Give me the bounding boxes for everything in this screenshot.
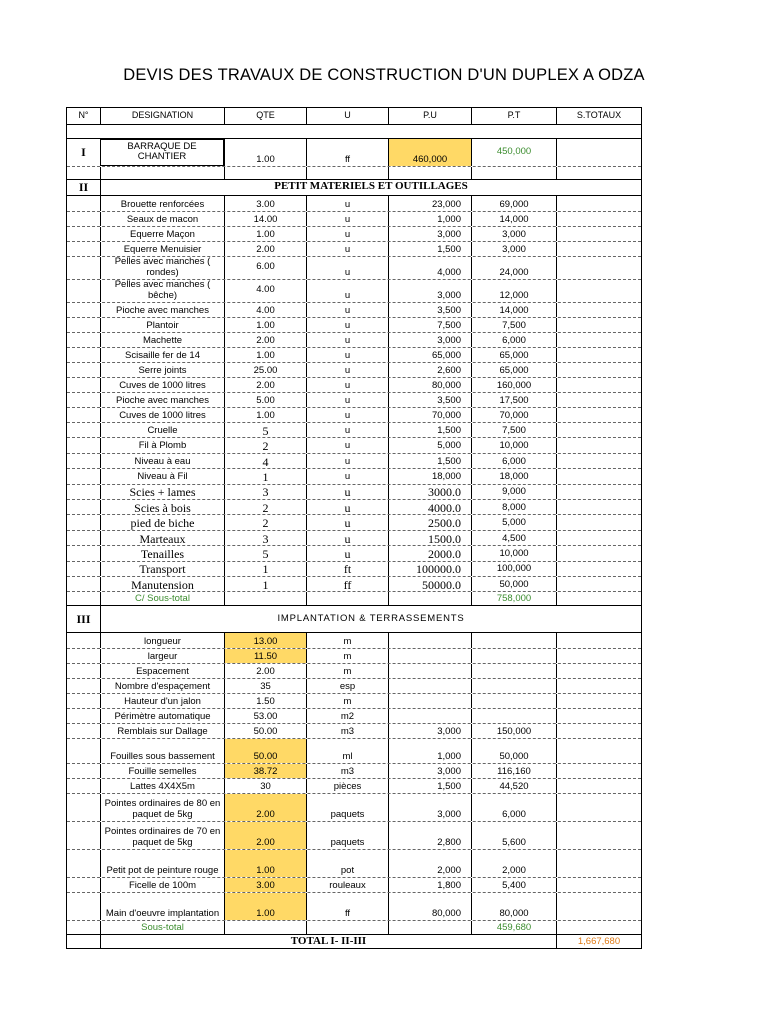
item-pu — [388, 709, 471, 723]
table-row — [67, 317, 641, 332]
table-row — [67, 407, 641, 422]
header-unit: U — [306, 108, 388, 124]
item-pu: 1,500 — [388, 242, 471, 256]
item-qte: 14.00 — [224, 212, 306, 226]
item-unit: u — [306, 363, 388, 377]
table-row — [67, 877, 641, 892]
item-designation: Remblais sur Dallage — [100, 724, 224, 738]
section-1-row — [67, 138, 641, 166]
item-designation: Machette — [100, 333, 224, 347]
item-pu: 1500.0 — [388, 531, 471, 545]
item-pu: 2,600 — [388, 363, 471, 377]
table-row — [67, 545, 641, 560]
section-1-qte: 1.00 — [224, 139, 306, 166]
item-unit: m — [306, 649, 388, 663]
item-designation: largeur — [100, 649, 224, 663]
table-row — [67, 437, 641, 452]
item-unit: u — [306, 515, 388, 529]
item-unit: u — [306, 546, 388, 560]
item-qte: 5 — [224, 546, 306, 560]
table-row — [67, 778, 641, 793]
item-pt — [471, 633, 556, 648]
header-designation: DESIGNATION — [100, 108, 224, 124]
item-designation: Pelles avec manches ( bêche) — [100, 280, 224, 302]
item-pt: 5,000 — [471, 515, 556, 529]
item-pu: 3,000 — [388, 794, 471, 821]
item-designation: Pioche avec manches — [100, 303, 224, 317]
item-qte: 6.00 — [224, 257, 306, 279]
item-designation: Main d'oeuvre implantation — [100, 893, 224, 920]
item-pu: 3,000 — [388, 724, 471, 738]
item-pu: 3,500 — [388, 393, 471, 407]
item-unit: paquets — [306, 794, 388, 821]
item-pt: 50,000 — [471, 739, 556, 763]
item-designation: Scisaille fer de 14 — [100, 348, 224, 362]
item-pu: 2,000 — [388, 850, 471, 877]
table-row — [67, 302, 641, 317]
item-unit: pot — [306, 850, 388, 877]
table-row — [67, 347, 641, 362]
item-pu: 50000.0 — [388, 577, 471, 591]
item-qte: 25.00 — [224, 363, 306, 377]
table-row — [67, 530, 641, 545]
item-designation: Niveau à eau — [100, 454, 224, 468]
item-qte: 5 — [224, 423, 306, 437]
item-pu: 3,000 — [388, 333, 471, 347]
item-pt: 44,520 — [471, 779, 556, 793]
item-qte: 50.00 — [224, 724, 306, 738]
item-pt: 6,000 — [471, 794, 556, 821]
item-designation: Pelles avec manches ( rondes) — [100, 257, 224, 279]
header-num: N° — [78, 110, 89, 121]
item-unit: u — [306, 196, 388, 211]
item-pu: 80,000 — [388, 378, 471, 392]
spacer-row — [67, 166, 641, 179]
section-1-pu: 460,000 — [388, 139, 471, 166]
item-unit: u — [306, 531, 388, 545]
header-subtotals: S.TOTAUX — [556, 108, 641, 124]
item-pu: 65,000 — [388, 348, 471, 362]
item-pt: 5,400 — [471, 878, 556, 892]
item-unit: u — [306, 408, 388, 422]
item-unit: u — [306, 393, 388, 407]
item-pu: 4000.0 — [388, 500, 471, 514]
item-designation: Périmètre automatique — [100, 709, 224, 723]
item-pu — [388, 633, 471, 648]
table-row — [67, 821, 641, 849]
item-designation: Lattes 4X4X5m — [100, 779, 224, 793]
item-pt: 12,000 — [471, 280, 556, 302]
table-row — [67, 663, 641, 678]
item-pt: 10,000 — [471, 438, 556, 452]
table-row — [67, 723, 641, 738]
table-row — [67, 377, 641, 392]
item-pt: 2,000 — [471, 850, 556, 877]
item-pt — [471, 694, 556, 708]
item-pt: 10,000 — [471, 546, 556, 560]
item-qte: 4.00 — [224, 303, 306, 317]
item-pt: 5,600 — [471, 822, 556, 849]
item-pt: 17,500 — [471, 393, 556, 407]
section-3-subtotal-label: Sous-total — [100, 921, 224, 934]
item-qte: 2.00 — [224, 378, 306, 392]
item-pu — [388, 664, 471, 678]
item-designation: longueur — [100, 633, 224, 648]
item-unit: u — [306, 485, 388, 499]
item-pu: 3,500 — [388, 303, 471, 317]
grand-total: 1,667,680 — [556, 935, 641, 948]
item-unit: m — [306, 694, 388, 708]
item-qte: 3.00 — [224, 878, 306, 892]
document-title: DEVIS DES TRAVAUX DE CONSTRUCTION D'UN DUPLEX A ODZA — [123, 66, 645, 84]
item-qte: 1.00 — [224, 893, 306, 920]
item-designation: Hauteur d'un jalon — [100, 694, 224, 708]
section-3-title: IMPLANTATION & TERRASSEMENTS — [100, 606, 641, 632]
item-qte: 3.00 — [224, 196, 306, 211]
item-pt: 14,000 — [471, 303, 556, 317]
section-1-designation: BARRAQUE DE CHANTIER — [100, 139, 224, 166]
item-qte: 3 — [224, 531, 306, 545]
item-qte: 11.50 — [224, 649, 306, 663]
table-row — [67, 453, 641, 468]
item-qte: 1 — [224, 577, 306, 591]
section-2-title: PETIT MATERIELS ET OUTILLAGES — [100, 180, 641, 195]
item-unit: u — [306, 469, 388, 483]
item-designation: Scies + lames — [100, 485, 224, 499]
item-designation: Brouette renforcées — [100, 196, 224, 211]
item-qte: 1.00 — [224, 408, 306, 422]
item-pt: 160,000 — [471, 378, 556, 392]
section-2-subtotal-row — [67, 591, 641, 605]
item-qte: 1 — [224, 562, 306, 576]
section-2-subtotal: 758,000 — [471, 592, 556, 605]
item-pu — [388, 694, 471, 708]
header-qte: QTE — [224, 108, 306, 124]
item-designation: Equerre Menuisier — [100, 242, 224, 256]
item-pt: 24,000 — [471, 257, 556, 279]
item-pu: 70,000 — [388, 408, 471, 422]
item-pt: 3,000 — [471, 242, 556, 256]
table-row — [67, 196, 641, 211]
table-row — [67, 256, 641, 279]
item-pu: 1,000 — [388, 739, 471, 763]
item-unit: ft — [306, 562, 388, 576]
item-unit: u — [306, 242, 388, 256]
table-row — [67, 241, 641, 256]
item-designation: Marteaux — [100, 531, 224, 545]
item-pt — [471, 709, 556, 723]
item-pt: 100,000 — [471, 562, 556, 576]
item-designation: Fouilles sous bassement — [100, 739, 224, 763]
section-2-subtotal-label: C/ Sous-total — [100, 592, 224, 605]
item-designation: Seaux de macon — [100, 212, 224, 226]
item-unit: m3 — [306, 724, 388, 738]
item-pt: 65,000 — [471, 363, 556, 377]
item-qte: 2.00 — [224, 794, 306, 821]
item-qte: 1 — [224, 469, 306, 483]
item-unit: esp — [306, 679, 388, 693]
item-pu: 7,500 — [388, 318, 471, 332]
table-row — [67, 633, 641, 648]
item-pt: 4,500 — [471, 531, 556, 545]
table-row — [67, 763, 641, 778]
section-1-pt: 450,000 — [471, 139, 556, 166]
item-unit: u — [306, 227, 388, 241]
table-row — [67, 211, 641, 226]
item-qte: 53.00 — [224, 709, 306, 723]
table-row — [67, 226, 641, 241]
item-qte: 2 — [224, 438, 306, 452]
total-row — [67, 934, 641, 948]
table-row — [67, 849, 641, 877]
item-designation: Pointes ordinaires de 70 en paquet de 5kg — [100, 822, 224, 849]
item-designation: Petit pot de peinture rouge — [100, 850, 224, 877]
item-pu: 23,000 — [388, 196, 471, 211]
item-pt: 80,000 — [471, 893, 556, 920]
item-unit: ff — [306, 577, 388, 591]
item-pt: 9,000 — [471, 485, 556, 499]
table-row — [67, 392, 641, 407]
item-pt: 8,000 — [471, 500, 556, 514]
item-pt — [471, 679, 556, 693]
item-pu: 2,800 — [388, 822, 471, 849]
item-pt: 70,000 — [471, 408, 556, 422]
item-designation: Scies à bois — [100, 500, 224, 514]
item-pu: 1,000 — [388, 212, 471, 226]
item-unit: rouleaux — [306, 878, 388, 892]
section-3-subtotal-row — [67, 920, 641, 934]
table-row — [67, 422, 641, 437]
item-pt: 69,000 — [471, 196, 556, 211]
item-pu: 2500.0 — [388, 515, 471, 529]
item-pu: 3,000 — [388, 227, 471, 241]
item-qte: 1.00 — [224, 318, 306, 332]
section-3-header — [67, 605, 641, 632]
item-designation: Plantoir — [100, 318, 224, 332]
item-qte: 3 — [224, 485, 306, 499]
item-pu: 4,000 — [388, 257, 471, 279]
item-unit: u — [306, 212, 388, 226]
item-designation: pied de biche — [100, 515, 224, 529]
item-pt: 7,500 — [471, 318, 556, 332]
item-unit: u — [306, 378, 388, 392]
item-pt: 6,000 — [471, 333, 556, 347]
spacer-row — [67, 124, 641, 138]
table-row — [67, 484, 641, 499]
header-pu: P.U — [388, 108, 471, 124]
item-unit: u — [306, 333, 388, 347]
section-2-number: II — [78, 180, 89, 194]
item-pu: 1,800 — [388, 878, 471, 892]
table-row — [67, 576, 641, 591]
item-qte: 4 — [224, 454, 306, 468]
item-unit: m2 — [306, 709, 388, 723]
item-designation: Pioche avec manches — [100, 393, 224, 407]
item-pu: 1,500 — [388, 454, 471, 468]
item-designation: Fouille semelles — [100, 764, 224, 778]
item-pt: 65,000 — [471, 348, 556, 362]
item-designation: Cruelle — [100, 423, 224, 437]
item-unit: m3 — [306, 764, 388, 778]
item-pu: 3,000 — [388, 280, 471, 302]
table-row — [67, 693, 641, 708]
item-qte: 2.00 — [224, 333, 306, 347]
item-pt: 14,000 — [471, 212, 556, 226]
item-qte: 13.00 — [224, 633, 306, 648]
item-pu — [388, 649, 471, 663]
item-pt: 6,000 — [471, 454, 556, 468]
item-qte: 4.00 — [224, 280, 306, 302]
total-label: TOTAL I- II-III — [100, 935, 556, 948]
item-qte: 2.00 — [224, 822, 306, 849]
item-pu: 5,000 — [388, 438, 471, 452]
item-unit: m — [306, 633, 388, 648]
table-row — [67, 279, 641, 302]
item-unit: u — [306, 438, 388, 452]
item-designation: Fil à Plomb — [100, 438, 224, 452]
table-row — [67, 793, 641, 821]
item-unit: ff — [306, 893, 388, 920]
item-designation: Niveau à Fil — [100, 469, 224, 483]
item-unit: u — [306, 454, 388, 468]
item-qte: 2.00 — [224, 664, 306, 678]
item-unit: u — [306, 423, 388, 437]
table-header-row — [67, 108, 641, 124]
section-1-unit: ff — [306, 139, 388, 166]
item-unit: m — [306, 664, 388, 678]
section-2-body — [67, 196, 641, 591]
table-row — [67, 362, 641, 377]
table-row — [67, 514, 641, 529]
item-qte: 50.00 — [224, 739, 306, 763]
item-qte: 1.00 — [224, 227, 306, 241]
section-3-body — [67, 633, 641, 920]
item-designation: Equerre Maçon — [100, 227, 224, 241]
item-pu: 1,500 — [388, 779, 471, 793]
item-designation: Espacement — [100, 664, 224, 678]
item-qte: 1.00 — [224, 348, 306, 362]
section-3-number: III — [76, 611, 91, 626]
item-pt — [471, 664, 556, 678]
quote-table — [66, 107, 642, 949]
item-designation: Pointes ordinaires de 80 en paquet de 5kg — [100, 794, 224, 821]
item-pu: 3000.0 — [388, 485, 471, 499]
table-row — [67, 892, 641, 920]
table-row — [67, 499, 641, 514]
table-row — [67, 738, 641, 763]
item-pu: 18,000 — [388, 469, 471, 483]
item-qte: 2.00 — [224, 242, 306, 256]
item-designation: Nombre d'espaçement — [100, 679, 224, 693]
item-pt: 7,500 — [471, 423, 556, 437]
table-row — [67, 332, 641, 347]
item-qte: 35 — [224, 679, 306, 693]
item-pt: 50,000 — [471, 577, 556, 591]
item-designation: Transport — [100, 562, 224, 576]
item-pu: 1,500 — [388, 423, 471, 437]
item-unit: u — [306, 318, 388, 332]
item-qte: 5.00 — [224, 393, 306, 407]
table-row — [67, 648, 641, 663]
item-qte: 38.72 — [224, 764, 306, 778]
item-unit: ml — [306, 739, 388, 763]
section-2-header — [67, 179, 641, 195]
item-unit: paquets — [306, 822, 388, 849]
item-unit: pièces — [306, 779, 388, 793]
table-row — [67, 468, 641, 483]
item-pu: 3,000 — [388, 764, 471, 778]
item-pu: 2000.0 — [388, 546, 471, 560]
item-qte: 2 — [224, 500, 306, 514]
item-unit: u — [306, 500, 388, 514]
header-pt: P.T — [471, 108, 556, 124]
item-unit: u — [306, 348, 388, 362]
item-pu — [388, 679, 471, 693]
item-designation: Manutension — [100, 577, 224, 591]
item-qte: 30 — [224, 779, 306, 793]
item-unit: u — [306, 303, 388, 317]
item-designation: Tenailles — [100, 546, 224, 560]
table-row — [67, 678, 641, 693]
item-pt: 150,000 — [471, 724, 556, 738]
section-1-number: I — [81, 144, 86, 159]
item-qte: 1.00 — [224, 850, 306, 877]
item-unit: u — [306, 280, 388, 302]
item-designation: Ficelle de 100m — [100, 878, 224, 892]
item-pt — [471, 649, 556, 663]
table-row — [67, 561, 641, 576]
item-pt: 116,160 — [471, 764, 556, 778]
item-qte: 1.50 — [224, 694, 306, 708]
item-qte: 2 — [224, 515, 306, 529]
item-unit: u — [306, 257, 388, 279]
item-designation: Serre joints — [100, 363, 224, 377]
item-designation: Cuves de 1000 litres — [100, 408, 224, 422]
item-pu: 100000.0 — [388, 562, 471, 576]
item-pu: 80,000 — [388, 893, 471, 920]
table-row — [67, 708, 641, 723]
item-pt: 3,000 — [471, 227, 556, 241]
item-pt: 18,000 — [471, 469, 556, 483]
item-designation: Cuves de 1000 litres — [100, 378, 224, 392]
section-3-subtotal: 459,680 — [471, 921, 556, 934]
